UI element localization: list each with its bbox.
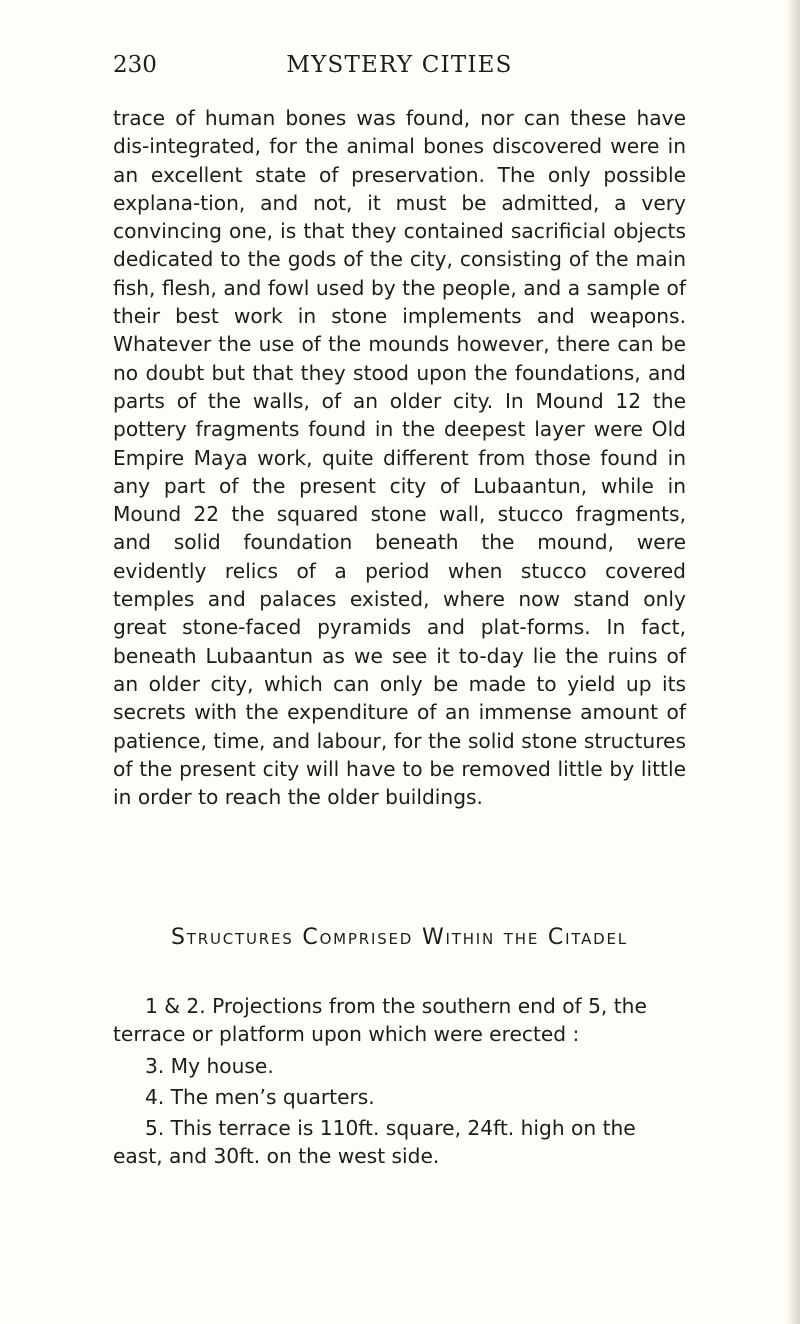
- list-item: 4. The men’s quarters.: [145, 1084, 375, 1109]
- page-header: [113, 46, 686, 86]
- list-item: 3. My house.: [145, 1053, 274, 1078]
- structure-list: [113, 992, 686, 1171]
- page-edge-shadow: [786, 0, 800, 1324]
- running-title: MYSTERY CITIES: [286, 52, 513, 78]
- list-item: 1 & 2. Projections from the southern end of 5, the terrace or platform upon which were erected :: [113, 994, 647, 1047]
- section-heading: Structures Comprised Within the Citadel: [171, 925, 628, 950]
- list-item: 5. This terrace is 110ft. square, 24ft. high on the east, and 30ft. on the west side.: [113, 1116, 636, 1169]
- body-paragraph: trace of human bones was found, nor can these have dis-integrated, for the animal bones discovered were in an excellent state of preservation. The only possible explana-tion, and not, it must be admitted, a very convincing one, is that they contained sacrificial objects dedicated to the gods of the city, consisting of the main fish, flesh, and fowl used by the people, and a sample of their best work in stone implements and weapons. Whatever the use of the mounds however, there can be no doubt but that they stood upon the foundations, and parts of the walls, of an older city. In Mound 12 the pottery fragments found in the deepest layer were Old Empire Maya work, quite different from those found in any part of the present city of Lubaantun, while in Mound 22 the squared stone wall, stucco fragments, and solid foundation beneath the mound, were evidently relics of a period when stucco covered temples and palaces existed, where now stand only great stone-faced pyramids and plat-forms. In fact, beneath Lubaantun as we see it to-day lie the ruins of an older city, which can only be made to yield up its secrets with the expenditure of an immense amount of patience, time, and labour, for the solid stone structures of the present city will have to be removed little by little in order to reach the older buildings.: [113, 106, 686, 810]
- page-number: 230: [113, 52, 157, 78]
